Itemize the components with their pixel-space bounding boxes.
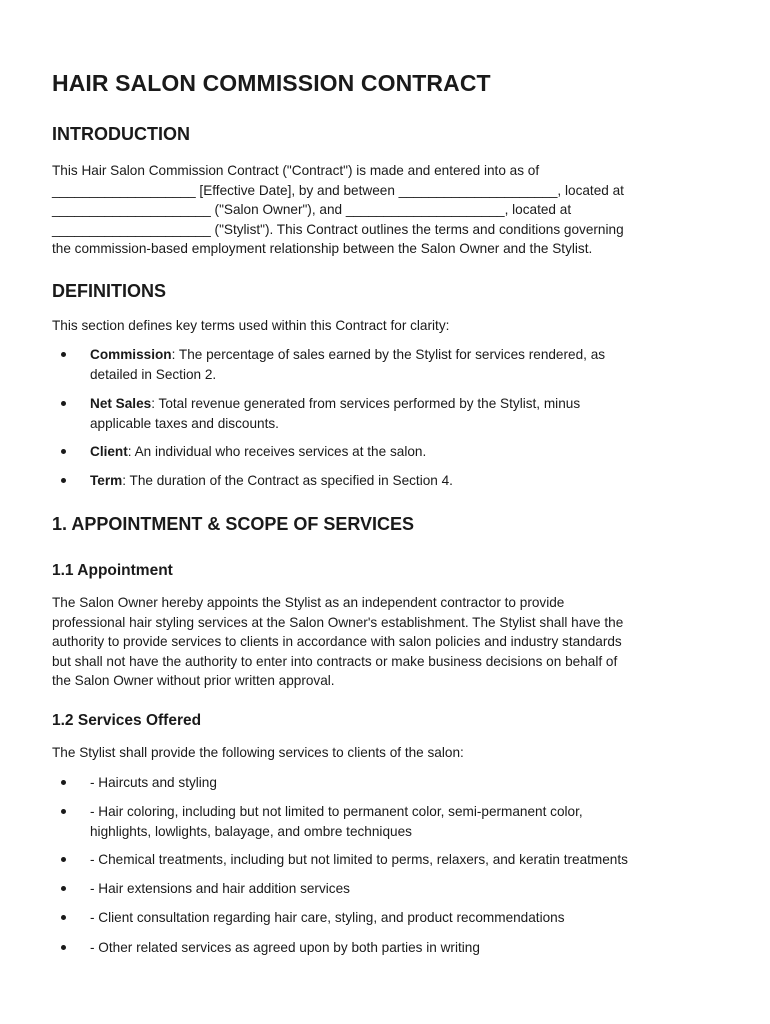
definition-text: detailed in Section 2. <box>90 366 217 382</box>
paragraph-line: the Salon Owner without prior written approval. <box>52 673 335 689</box>
definition-term: Term <box>90 473 123 488</box>
paragraph-line: This section defines key terms used within this Contract for clarity: <box>52 318 450 333</box>
definition-text: applicable taxes and discounts. <box>90 415 279 431</box>
service-text: - Other related services as agreed upon by both parties in writing <box>90 940 480 955</box>
bullet-icon <box>61 780 66 785</box>
paragraph-line: the commission-based employment relationship between the Salon Owner and the Stylist. <box>52 241 593 257</box>
paragraph-line: _____________________ ("Salon Owner"), and _____________________, located at <box>52 202 572 218</box>
paragraph-line: The Stylist shall provide the following services to clients of the salon: <box>52 745 464 760</box>
bullet-icon <box>61 352 66 357</box>
paragraph-line: authority to provide services to clients in accordance with salon policies and industry standards <box>52 634 622 650</box>
service-text: - Hair extensions and hair addition services <box>90 881 350 896</box>
bullet-icon <box>61 886 66 891</box>
introduction-heading: INTRODUCTION <box>52 124 190 144</box>
introduction-paragraph <box>52 161 712 259</box>
definition-term: Net Sales <box>90 396 152 411</box>
service-text: - Haircuts and styling <box>90 775 217 790</box>
definition-text: : An individual who receives services at the salon. <box>127 444 427 459</box>
paragraph-line: _____________________ ("Stylist"). This Contract outlines the terms and conditions governing <box>52 221 624 237</box>
paragraph-line: professional hair styling services at the Salon Owner's establishment. The Stylist shall have the <box>52 614 624 630</box>
bullet-icon <box>61 478 66 483</box>
section1-heading: 1. APPOINTMENT & SCOPE OF SERVICES <box>52 514 415 534</box>
services-intro <box>52 743 712 763</box>
service-text: - Chemical treatments, including but not limited to perms, relaxers, and keratin treatments <box>90 852 628 867</box>
bullet-icon <box>61 945 66 950</box>
service-text: - Hair coloring, including but not limited to permanent color, semi-permanent color, <box>90 804 583 819</box>
definition-text: : Total revenue generated from services performed by the Stylist, minus <box>151 396 581 411</box>
bullet-icon <box>61 857 66 862</box>
bullet-icon <box>61 915 66 920</box>
services-heading: 1.2 Services Offered <box>52 712 202 729</box>
document-title: HAIR SALON COMMISSION CONTRACT <box>52 70 491 96</box>
bullet-icon <box>61 809 66 814</box>
service-text: highlights, lowlights, balayage, and ombre techniques <box>90 823 412 839</box>
definitions-heading: DEFINITIONS <box>52 281 167 301</box>
paragraph-line: but shall not have the authority to enter into contracts or make business decisions on behalf of <box>52 653 618 669</box>
appointment-heading: 1.1 Appointment <box>52 562 173 579</box>
paragraph-line: This Hair Salon Commission Contract ("Contract") is made and entered into as of <box>52 163 540 178</box>
paragraph-line: The Salon Owner hereby appoints the Stylist as an independent contractor to provide <box>52 595 565 610</box>
bullet-icon <box>61 401 66 406</box>
definitions-intro <box>52 316 712 336</box>
bullet-icon <box>61 449 66 454</box>
definition-term: Commission <box>90 347 172 362</box>
definition-term: Client <box>90 444 128 459</box>
definition-text: : The duration of the Contract as specified in Section 4. <box>122 473 453 488</box>
definition-text: : The percentage of sales earned by the Stylist for services rendered, as <box>171 347 606 362</box>
paragraph-line: ___________________ [Effective Date], by and between _____________________, located at <box>52 182 624 198</box>
service-text: - Client consultation regarding hair care, styling, and product recommendations <box>90 910 565 925</box>
appointment-paragraph <box>52 593 712 691</box>
